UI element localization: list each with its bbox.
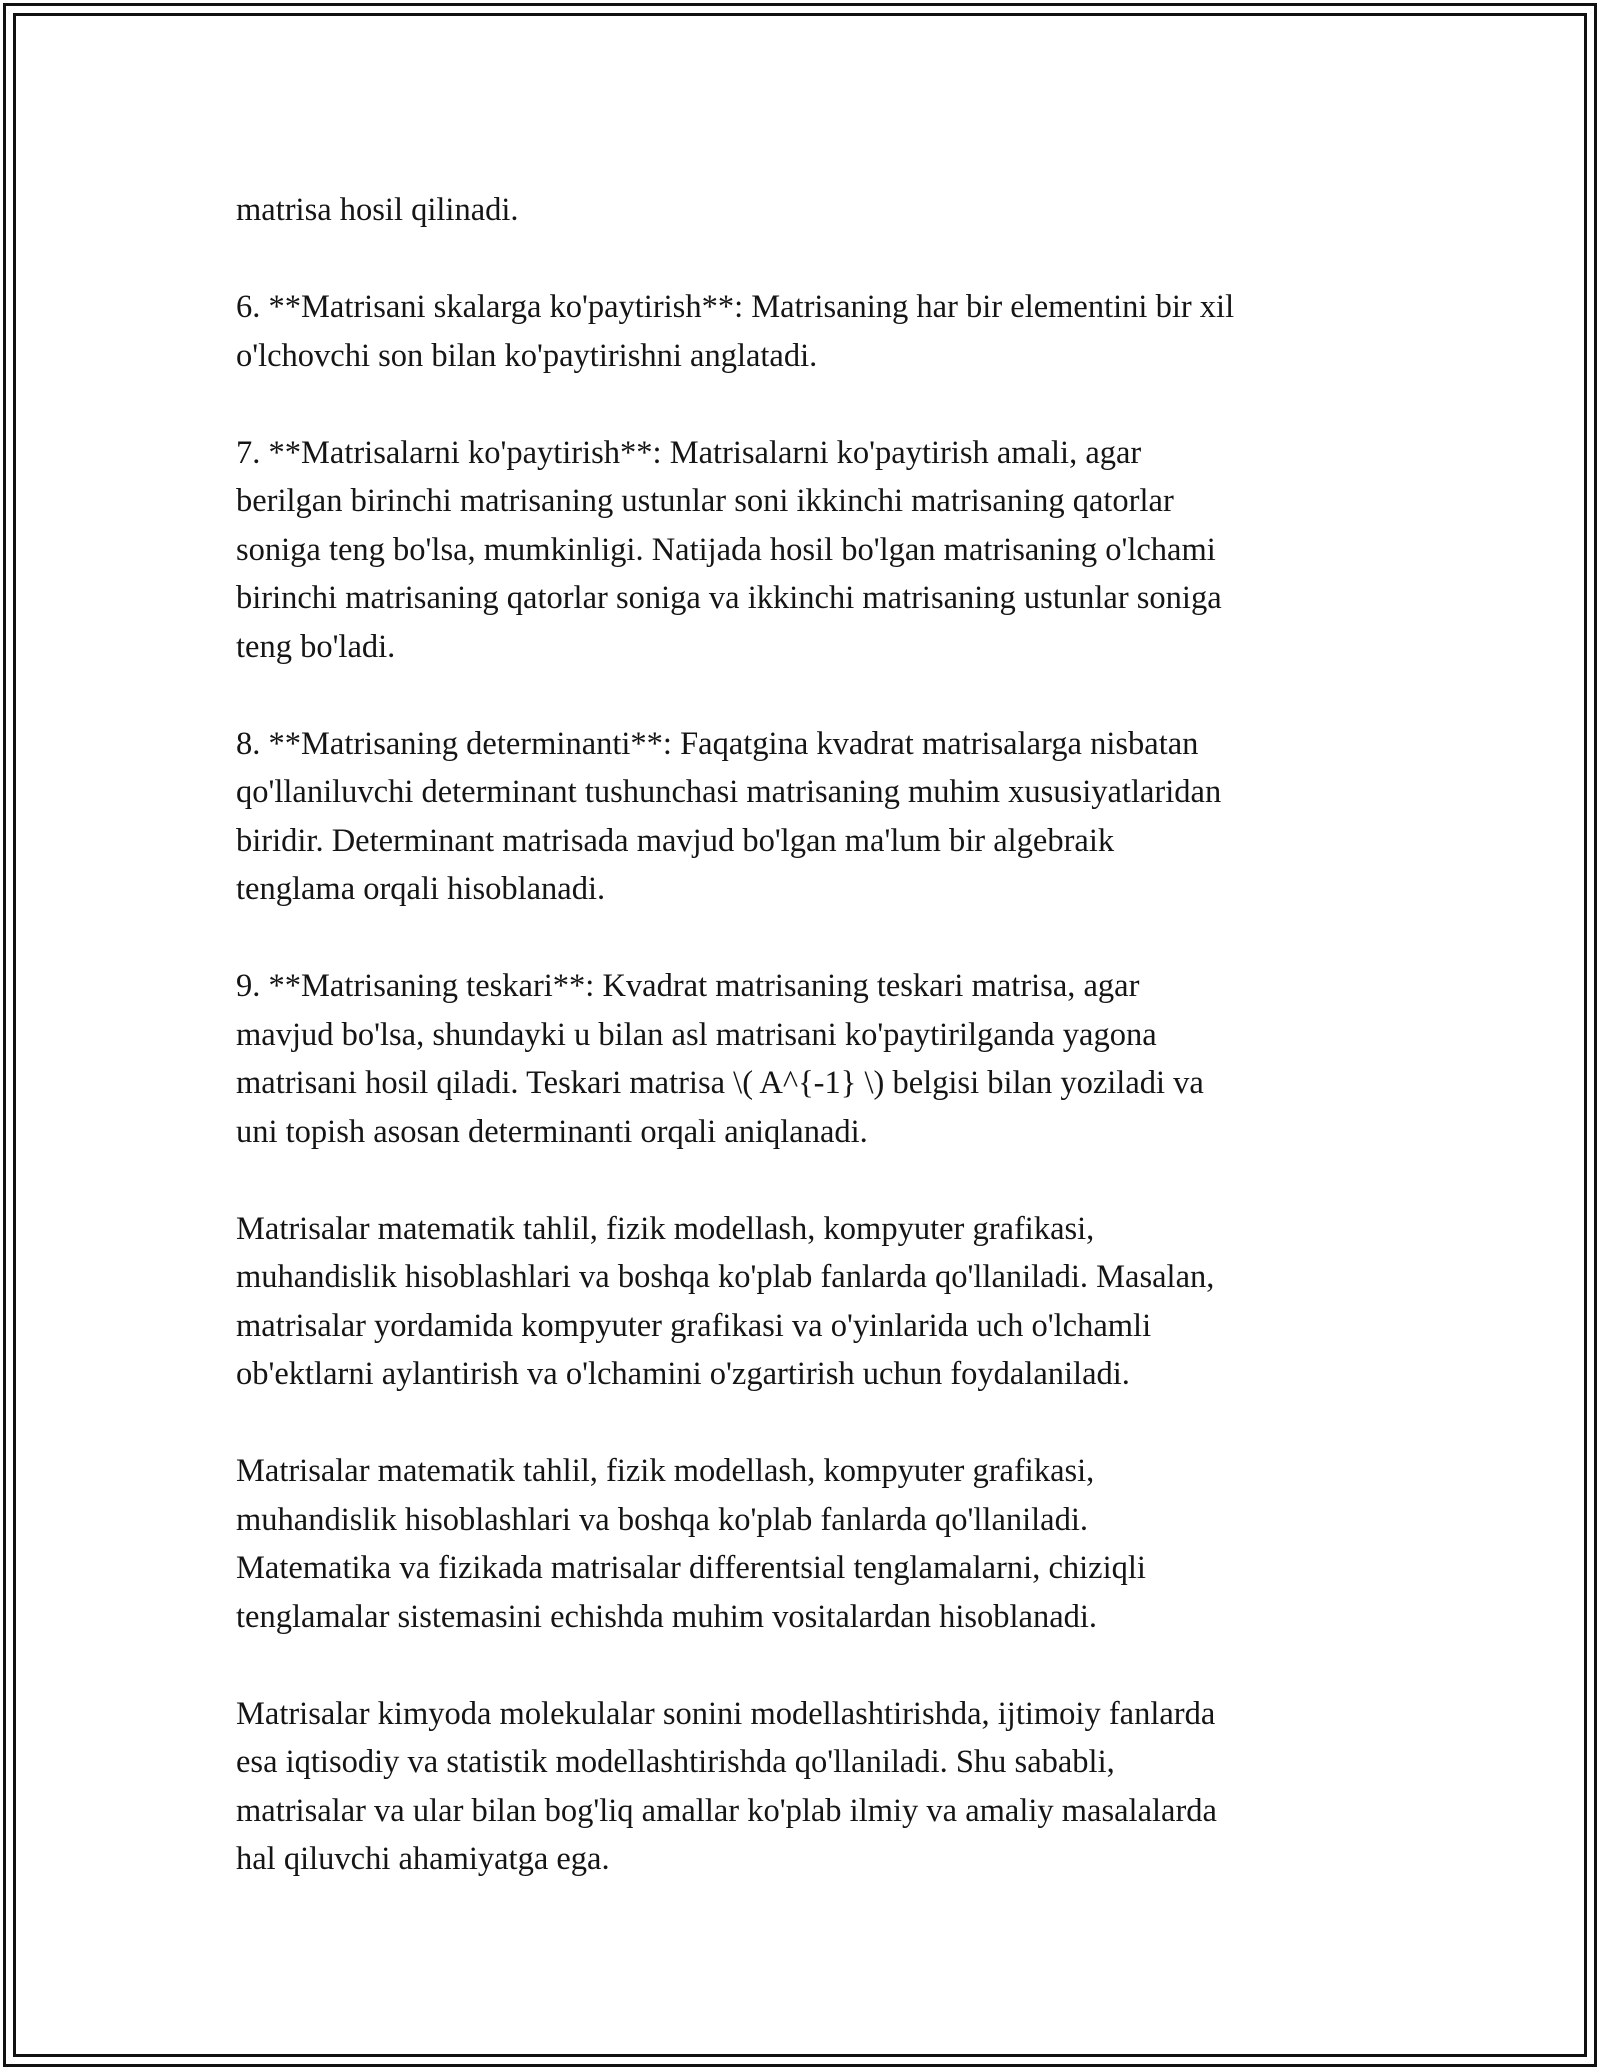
paragraph-item-6-scalar-multiplication: 6. **Matrisani skalarga ko'paytirish**: Matrisaning har bir elementini bir xil o'lchovchi son bilan ko'paytirishni anglatadi. — [236, 289, 1235, 374]
paragraph-applications-math-physics: Matrisalar matematik tahlil, fizik modellash, kompyuter grafikasi, muhandislik hisoblashlari va boshqa ko'plab fanlarda qo'llaniladi. Matematika va fizikada matrisalar differentsial tenglamalarni, chiziqli tenglamalar sistemasini echishda muhim vositalardan hisoblanadi. — [236, 1453, 1146, 1635]
paragraph-item-9-inverse: 9. **Matrisaning teskari**: Kvadrat matrisaning teskari matrisa, agar mavjud bo'lsa, shundayki u bilan asl matrisani ko'paytirilganda yagona matrisani hosil qiladi. Teskari matrisa \( A^{-1} \) belgisi bilan yoziladi va uni topish asosan determinanti orqali aniqlanadi. — [236, 968, 1204, 1150]
paragraph-item-7-matrix-multiplication: 7. **Matrisalarni ko'paytirish**: Matrisalarni ko'paytirish amali, agar berilgan birinchi matrisaning ustunlar soni ikkinchi matrisaning qatorlar soniga teng bo'lsa, mumkinligi. Natijada hosil bo'lgan matrisaning o'lchami birinchi matrisaning qatorlar soniga va ikkinchi matrisaning ustunlar soniga teng bo'ladi. — [236, 434, 1222, 665]
document-body — [236, 186, 1376, 1884]
paragraph-applications: Matrisalar matematik tahlil, fizik modellash, kompyuter grafikasi, muhandislik hisoblashlari va boshqa ko'plab fanlarda qo'llaniladi. Masalan, matrisalar yordamida kompyuter grafikasi va o'yinlarida uch o'lchamli ob'ektlarni aylantirish va o'lchamini o'zgartirish uchun foydalaniladi. — [236, 1210, 1215, 1392]
paragraph-continuation: matrisa hosil qilinadi. — [236, 192, 519, 228]
paragraph-item-8-determinant: 8. **Matrisaning determinanti**: Faqatgina kvadrat matrisalarga nisbatan qo'llaniluvchi determinant tushunchasi matrisaning muhim xususiyatlaridan biridir. Determinant matrisada mavjud bo'lgan ma'lum bir algebraik tenglama orqali hisoblanadi. — [236, 725, 1222, 907]
paragraph-applications-chemistry-social: Matrisalar kimyoda molekulalar sonini modellashtirishda, ijtimoiy fanlarda esa iqtisodiy va statistik modellashtirishda qo'llaniladi. Shu sababli, matrisalar va ular bilan bog'liq amallar ko'plab ilmiy va amaliy masalalarda hal qiluvchi ahamiyatga ega. — [236, 1695, 1217, 1877]
